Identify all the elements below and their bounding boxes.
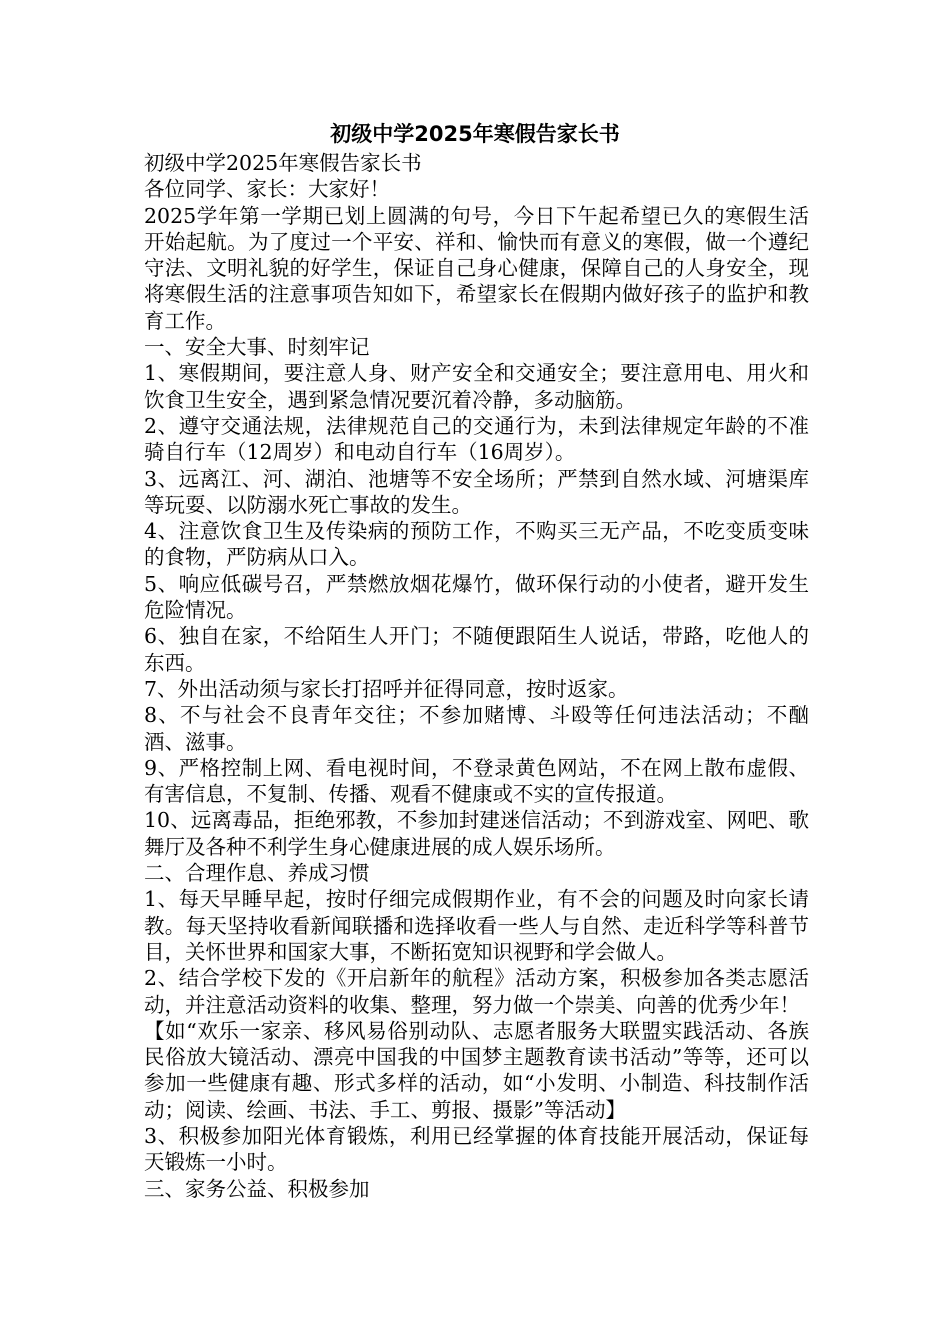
section-heading-safety: 一、安全大事、时刻牢记 [144, 335, 370, 360]
safety-item-9: 9、严格控制上网、看电视时间，不登录黄色网站，不在网上散布虚假、有害信息，不复制、传播、观看不健康或不实的宣传报道。 [144, 755, 809, 807]
document-title: 初级中学2025年寒假告家长书 [330, 122, 620, 146]
routine-activity-examples: 【如“欢乐一家亲、移风易俗别动队、志愿者服务大联盟实践活动、各族民俗放大镜活动、漂亮中国我的中国梦主题教育读书活动”等等，还可以参加一些健康有趣、形式多样的活动，如“小发明、小制造、科技制作活动；阅读、绘画、书法、手工、剪报、摄影”等活动】 [144, 1018, 809, 1122]
safety-item-8: 8、不与社会不良青年交往；不参加赌博、斗殴等任何违法活动；不酗酒、滋事。 [144, 703, 809, 754]
safety-item-6: 6、独自在家，不给陌生人开门；不随便跟陌生人说话，带路，吃他人的东西。 [144, 624, 809, 675]
document-body [144, 150, 809, 1202]
greeting: 各位同学、家长：大家好！ [144, 177, 390, 202]
safety-item-4: 4、注意饮食卫生及传染病的预防工作，不购买三无产品，不吃变质变味的食物，严防病从口入。 [144, 519, 809, 570]
body-heading-repeat: 初级中学2025年寒假告家长书 [144, 151, 422, 175]
section-heading-chores: 三、家务公益、积极参加 [144, 1176, 370, 1201]
routine-item-1: 1、每天早睡早起，按时仔细完成假期作业，有不会的问题及时向家长请教。每天坚持收看新闻联播和选择收看一些人与自然、走近科学等科普节目，关怀世界和国家大事，不断拓宽知识视野和学会做人。 [144, 887, 809, 964]
safety-item-5: 5、响应低碳号召，严禁燃放烟花爆竹，做环保行动的小使者，避开发生危险情况。 [144, 571, 809, 623]
safety-item-7: 7、外出活动须与家长打招呼并征得同意，按时返家。 [144, 676, 629, 701]
routine-item-3: 3、积极参加阳光体育锻炼，利用已经掌握的体育技能开展活动，保证每天锻炼一小时。 [144, 1123, 809, 1175]
safety-item-3: 3、远离江、河、湖泊、池塘等不安全场所；严禁到自然水域、河塘渠库等玩耍、以防溺水死亡事故的发生。 [144, 466, 809, 517]
safety-item-1: 1、寒假期间，要注意人身、财产安全和交通安全；要注意用电、用火和饮食卫生安全，遇到紧急情况要沉着冷静，多动脑筋。 [144, 361, 809, 412]
routine-item-2: 2、结合学校下发的《开启新年的航程》活动方案，积极参加各类志愿活动，并注意活动资料的收集、整理，努力做一个崇美、向善的优秀少年！ [144, 966, 809, 1017]
intro-paragraph: 2025学年第一学期已划上圆满的句号，今日下午起希望已久的寒假生活开始起航。为了度过一个平安、祥和、愉快而有意义的寒假，做一个遵纪守法、文明礼貌的好学生，保证自己身心健康，保障自己的人身安全，现将寒假生活的注意事项告知如下，希望家长在假期内做好孩子的监护和教育工作。 [144, 203, 809, 333]
section-heading-routine: 二、合理作息、养成习惯 [144, 861, 370, 886]
safety-item-2: 2、遵守交通法规，法律规范自己的交通行为，未到法律规定年龄的不准骑自行车（12周岁）和电动自行车（16周岁）。 [144, 413, 809, 465]
safety-item-10: 10、远离毒品，拒绝邪教，不参加封建迷信活动；不到游戏室、网吧、歌舞厅及各种不利学生身心健康进展的成人娱乐场所。 [144, 808, 809, 859]
